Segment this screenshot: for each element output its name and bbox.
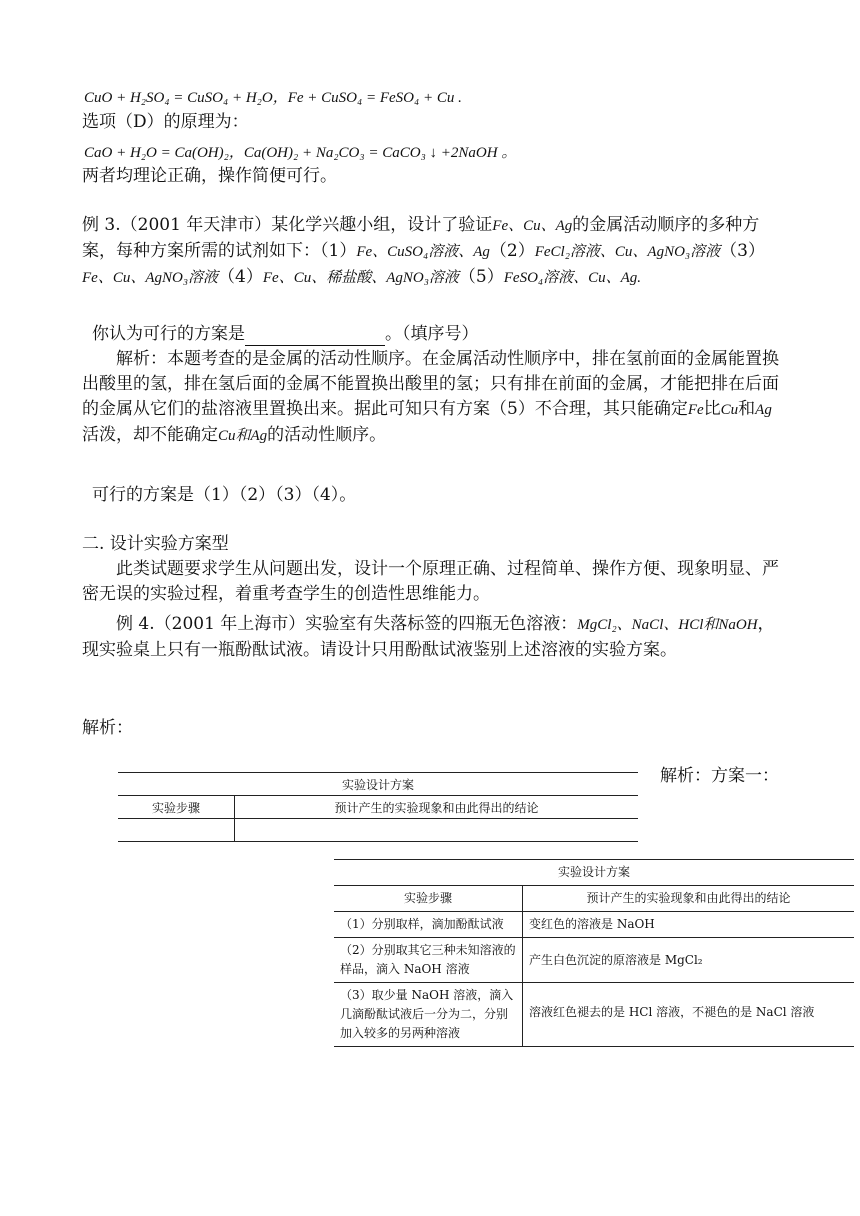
example-4-question — [82, 612, 782, 663]
ex4-chemicals: MgCl₂、NaCl、HCl和NaOH — [577, 617, 758, 633]
example-3-question — [82, 213, 782, 291]
ex3-question-text: 你认为可行的方案是 — [92, 324, 245, 344]
ex3-intro-b: 的金属活动顺序的多种方案，每种方案所需的试剂如下：（1） — [82, 215, 760, 261]
section-2-description: 此类试题要求学生从问题出发，设计一个原理正确、过程简单、操作方便、现象明显、严密无误的实验过程，着重考查学生的创造性思维能力。 — [82, 559, 779, 604]
conclusion-line: 两者均理论正确，操作简便可行。 — [82, 166, 337, 186]
ex4-text: ，现实验桌上只有一瓶酚酞试液。请设计只用酚酞试液鉴别上述溶液的实验方案。 — [82, 614, 775, 660]
ex3-analysis-text: 解析：本题考查的是金属的活动性顺序。在金属活动性顺序中，排在氢前面的金属能置换出酸里的氢，排在氢后面的金属不能置换出酸里的氢；只有排在前面的金属，才能把排在后面的金属从它们的盐溶液里置换出来。据此可知只有方案（5）不合理，其只能确定 — [82, 349, 779, 419]
table1-empty-cell — [235, 819, 639, 842]
ex3-question — [92, 322, 479, 346]
result-cell: 产生白色沉淀的原溶液是 MgCl₂ — [523, 938, 855, 983]
table1-col-steps: 实验步骤 — [118, 796, 235, 819]
step-cell: （1）分别取样，滴加酚酞试液 — [334, 912, 523, 938]
ex3-option-3-label: （3） — [720, 241, 765, 261]
ex4-intro: 例 4.（2001 年上海市）实验室有失落标签的四瓶无色溶液： — [116, 614, 578, 634]
ex3-he: 和 — [738, 399, 756, 419]
ex3-option-2-label: （2） — [489, 241, 535, 261]
ex3-analysis-b: 活泼，却不能确定 — [82, 425, 218, 445]
ex3-option-5-label: （5） — [458, 267, 504, 287]
experiment-table-empty — [118, 772, 638, 842]
ex3-option-4: Fe、Cu、稀盐酸、AgNO₃溶液 — [262, 270, 459, 286]
table-row — [334, 938, 854, 983]
step-cell: （3）取少量 NaOH 溶液，滴入几滴酚酞试液后一分为二，分别加入较多的另两种溶液 — [334, 983, 523, 1047]
ex3-analysis-c: 的活动性顺序。 — [267, 425, 387, 445]
ex3-intro: 例 3.（2001 年天津市）某化学兴趣小组，设计了验证 — [82, 215, 493, 235]
ex3-question-suffix: 。（填序号） — [385, 324, 479, 344]
table1-col-results: 预计产生的实验现象和由此得出的结论 — [235, 796, 639, 819]
table2-col-results: 预计产生的实验现象和由此得出的结论 — [523, 886, 855, 912]
ex3-answer: 可行的方案是（1）（2）（3）（4）。 — [92, 485, 357, 505]
result-cell: 变红色的溶液是 NaOH — [523, 912, 855, 938]
answer-blank — [245, 327, 385, 346]
ex3-ag: Ag — [755, 402, 772, 418]
table1-empty-cell — [118, 819, 235, 842]
section-2-title: 二. 设计实验方案型 — [82, 534, 229, 554]
result-cell: 溶液红色褪去的是 HCl 溶液，不褪色的是 NaCl 溶液 — [523, 983, 855, 1047]
side-note: 解析：方案一： — [660, 766, 779, 786]
ex3-option-5: FeSO₄溶液、Cu、Ag. — [503, 270, 642, 286]
step-cell: （2）分别取其它三种未知溶液的样品，滴入 NaOH 溶液 — [334, 938, 523, 983]
table-row — [334, 983, 854, 1047]
table2-col-steps: 实验步骤 — [334, 886, 523, 912]
ex3-metals: Fe、Cu、Ag — [492, 218, 573, 234]
experiment-table-solution — [334, 859, 854, 1047]
ex3-option-2: FeCl₂溶液、Cu、AgNO₃溶液 — [534, 244, 721, 260]
analysis-label: 解析： — [82, 718, 133, 738]
option-d-principle: 选项（D）的原理为： — [82, 112, 249, 132]
table1-caption: 实验设计方案 — [118, 773, 638, 796]
equation-line-1: CuO + H₂SO₄ = CuSO₄ + H₂O，Fe + CuSO₄ = FeSO₄ + Cu . — [84, 90, 462, 106]
ex3-cu: Cu — [720, 402, 739, 418]
table2-caption: 实验设计方案 — [334, 860, 854, 886]
ex3-cu-ag: Cu和Ag — [218, 428, 268, 444]
ex3-fe: Fe — [687, 402, 704, 418]
ex3-option-1: Fe、CuSO₄溶液、Ag — [356, 244, 490, 260]
ex3-analysis — [82, 347, 782, 449]
equation-line-2: CaO + H₂O = Ca(OH)₂，Ca(OH)₂ + Na₂CO₃ = CaCO₃ ↓ +2NaOH 。 — [84, 145, 517, 161]
ex3-option-4-label: （4） — [218, 267, 263, 287]
ex3-option-3: Fe、Cu、AgNO₃溶液 — [82, 270, 219, 286]
table-row — [334, 912, 854, 938]
ex3-bi: 比 — [703, 399, 721, 419]
